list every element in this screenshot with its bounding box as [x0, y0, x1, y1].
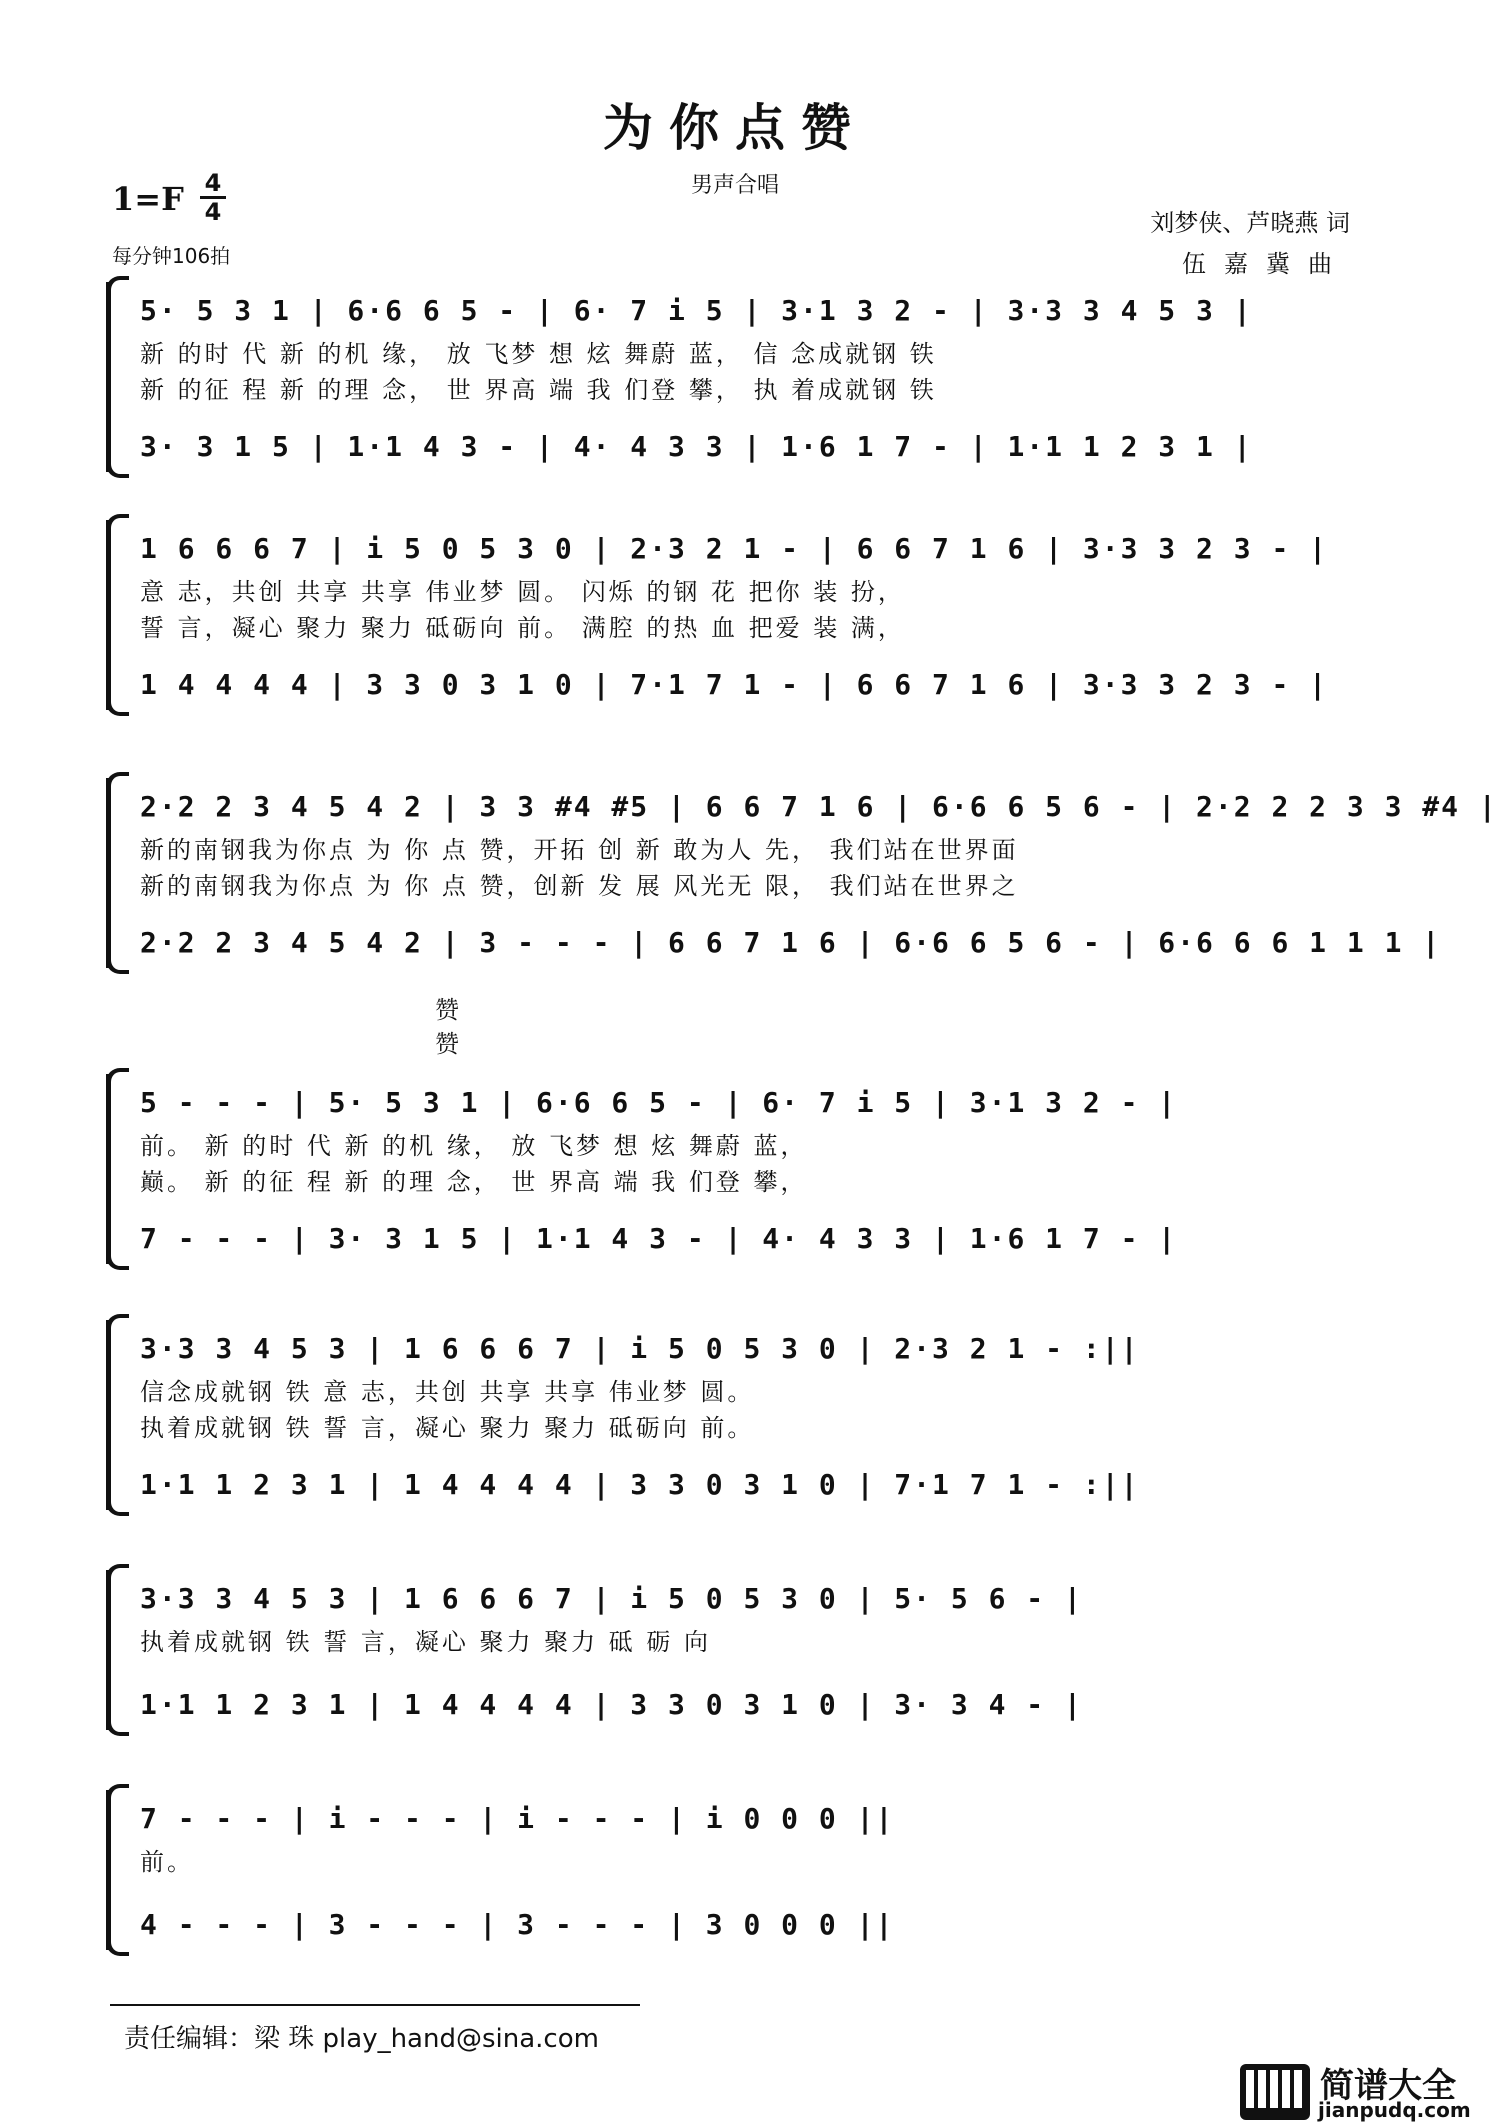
upper-notes: 3·3 3 4 5 3 | 1 6 6 6 7 | i 5 0 5 3 0 | 5· 5 6 - |: [140, 1581, 1083, 1615]
tempo-marking: 每分钟106拍: [112, 244, 231, 268]
upper-voice: [110, 784, 1498, 828]
upper-voice: [110, 288, 1355, 332]
key-signature: 1=F: [112, 180, 184, 218]
lower-voice: [110, 662, 1355, 706]
time-bottom: 4: [204, 198, 222, 226]
lower-voice: [110, 1902, 1355, 1946]
lyric-verse-2: 新的南钢我为你点 为 你 点 赞，创新 发 展 风光无 限， 我们站在世界之: [140, 872, 1019, 900]
lower-voice: [110, 424, 1355, 468]
score-system-4: [110, 1074, 1355, 1264]
time-top: 4: [204, 169, 222, 197]
lower-notes: 1 4 4 4 4 | 3 3 0 3 1 0 | 7·1 7 1 - | 6 6 7 1 6 | 3·3 3 2 3 - |: [140, 667, 1329, 701]
lower-notes: 1·1 1 2 3 1 | 1 4 4 4 4 | 3 3 0 3 1 0 | 7·1 7 1 - :||: [140, 1467, 1140, 1501]
lower-notes: 2·2 2 3 4 5 4 2 | 3 - - - | 6 6 7 1 6 | 6·6 6 5 6 - | 6·6 6 6 1 1 1 |: [140, 925, 1442, 959]
lyric-verse-2: 巅。 新 的征 程 新 的理 念， 世 界高 端 我 们登 攀，: [140, 1168, 808, 1196]
lower-lyric-zan-2: 赞: [435, 1030, 462, 1058]
lyric-verse-1: 意 志，共创 共享 共享 伟业梦 圆。 闪烁 的钢 花 把你 装 扮，: [140, 578, 905, 606]
piano-logo-icon: [1240, 2064, 1310, 2120]
upper-notes: 7 - - - | i - - - | i - - - | i 0 0 0 ||: [140, 1801, 895, 1835]
upper-voice: [110, 1080, 1355, 1124]
score-system-6: [110, 1570, 1355, 1730]
lower-voice: [110, 1216, 1355, 1260]
lyric-verse-1: 新的南钢我为你点 为 你 点 赞，开拓 创 新 敢为人 先， 我们站在世界面: [140, 836, 1019, 864]
lyric-verse-2: 执着成就钢 铁 誓 言，凝心 聚力 聚力 砥砺向 前。: [140, 1414, 755, 1442]
time-signature: [198, 170, 228, 225]
upper-notes: 3·3 3 4 5 3 | 1 6 6 6 7 | i 5 0 5 3 0 | 2·3 2 1 - :||: [140, 1331, 1140, 1365]
score-system-2: [110, 520, 1355, 710]
lower-notes: 1·1 1 2 3 1 | 1 4 4 4 4 | 3 3 0 3 1 0 | 3· 3 4 - |: [140, 1687, 1083, 1721]
lyric-verse-2: 新 的征 程 新 的理 念， 世 界高 端 我 们登 攀， 执 着成就钢 铁: [140, 376, 937, 404]
score-system-1: [110, 282, 1355, 472]
score-system-3: [110, 778, 1498, 1058]
composer-credit: 伍嘉冀曲: [1182, 250, 1350, 278]
lower-voice: [110, 1682, 1355, 1726]
site-logo-url: jianpudq.com: [1318, 2098, 1471, 2122]
editor-credit: 责任编辑：梁 珠 play_hand@sina.com: [124, 2024, 599, 2054]
lyric-verse-1: 前。: [140, 1848, 194, 1876]
lower-voice: [110, 1462, 1355, 1506]
score-system-5: [110, 1320, 1355, 1510]
footer-divider: [110, 2004, 640, 2006]
lyricist-credit: 刘梦侠、芦晓燕 词: [1150, 209, 1350, 237]
lyric-verse-1: 执着成就钢 铁 誓 言，凝心 聚力 聚力 砥 砺 向: [140, 1628, 712, 1656]
lyric-verse-2: 誓 言，凝心 聚力 聚力 砥砺向 前。 满腔 的热 血 把爱 装 满，: [140, 614, 905, 642]
upper-notes: 5 - - - | 5· 5 3 1 | 6·6 6 5 - | 6· 7 i 5 | 3·1 3 2 - |: [140, 1085, 1178, 1119]
lyric-verse-1: 新 的时 代 新 的机 缘， 放 飞梦 想 炫 舞蔚 蓝， 信 念成就钢 铁: [140, 340, 937, 368]
upper-voice: [110, 526, 1355, 570]
site-logo-text: 简谱大全: [1320, 2066, 1456, 2106]
lower-lyric-zan-1: 赞: [435, 996, 462, 1024]
lower-voice: [110, 920, 1442, 964]
upper-notes: 5· 5 3 1 | 6·6 6 5 - | 6· 7 i 5 | 3·1 3 2 - | 3·3 3 4 5 3 |: [140, 293, 1253, 327]
lyric-verse-1: 信念成就钢 铁 意 志，共创 共享 共享 伟业梦 圆。: [140, 1378, 755, 1406]
song-title: 为你点赞: [603, 98, 867, 157]
lyric-verse-1: 前。 新 的时 代 新 的机 缘， 放 飞梦 想 炫 舞蔚 蓝，: [140, 1132, 808, 1160]
upper-voice: [110, 1576, 1355, 1620]
lower-notes: 3· 3 1 5 | 1·1 4 3 - | 4· 4 3 3 | 1·6 1 7 - | 1·1 1 2 3 1 |: [140, 429, 1253, 463]
lower-notes: 7 - - - | 3· 3 1 5 | 1·1 4 3 - | 4· 4 3 3 | 1·6 1 7 - |: [140, 1221, 1178, 1255]
upper-voice: [110, 1326, 1355, 1370]
upper-notes: 2·2 2 3 4 5 4 2 | 3 3 #4 #5 | 6 6 7 1 6 | 6·6 6 5 6 - | 2·2 2 2 3 3 #4 |: [140, 789, 1498, 823]
upper-notes: 1 6 6 6 7 | i 5 0 5 3 0 | 2·3 2 1 - | 6 6 7 1 6 | 3·3 3 2 3 - |: [140, 531, 1329, 565]
upper-voice: [110, 1796, 1355, 1840]
lower-notes: 4 - - - | 3 - - - | 3 - - - | 3 0 0 0 ||: [140, 1907, 895, 1941]
score-system-7: [110, 1790, 1355, 1950]
subtitle: 男声合唱: [690, 173, 779, 198]
